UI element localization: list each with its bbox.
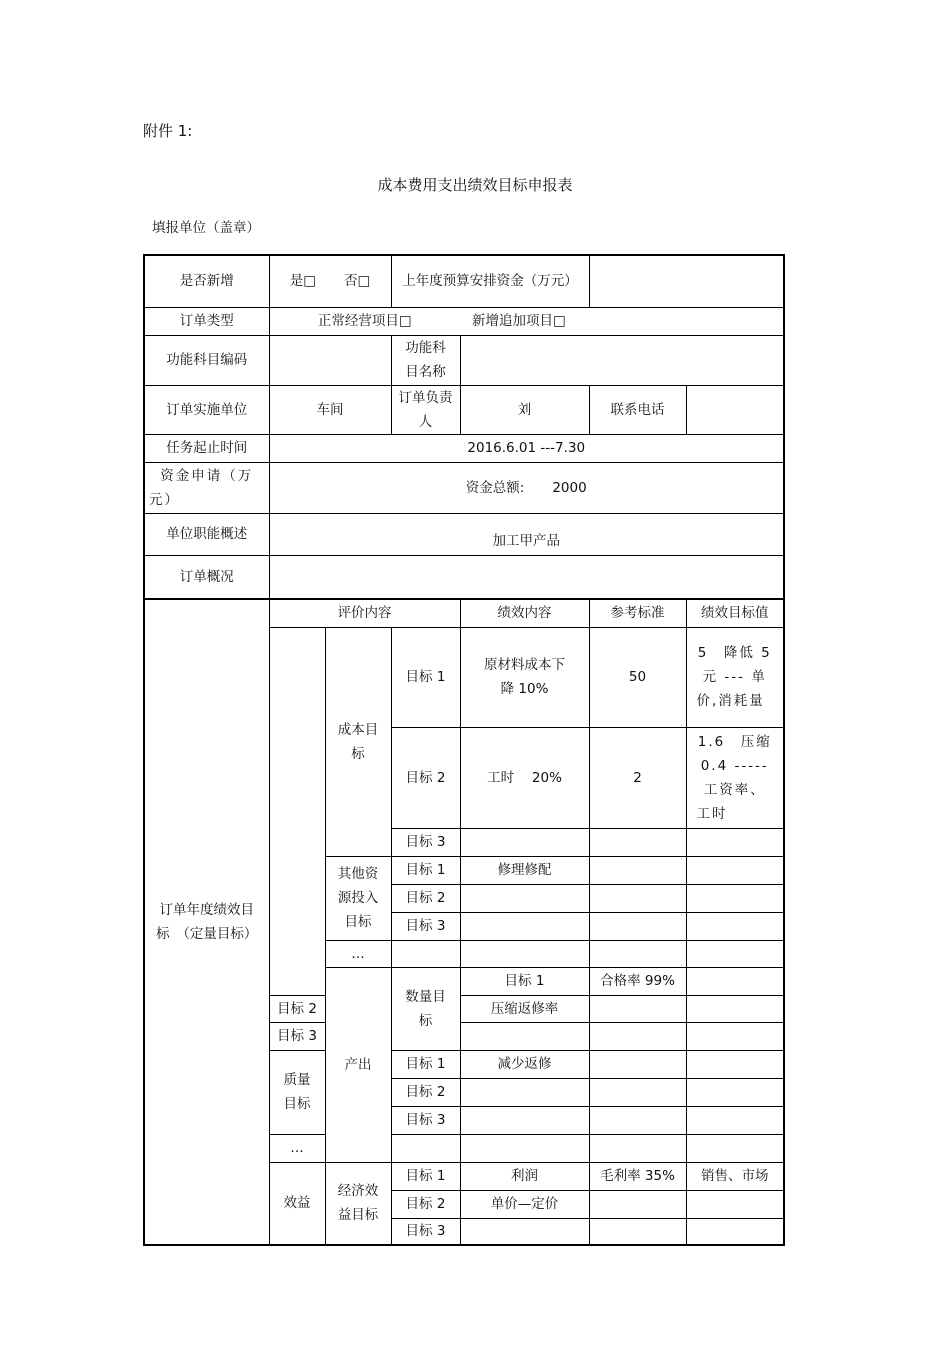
perf-side-label: 订单年度绩效目标 （定量目标） bbox=[144, 599, 269, 1245]
goal-label: 目标 1 bbox=[391, 1162, 460, 1190]
target-cell[interactable] bbox=[686, 1134, 784, 1162]
filling-unit-label: 填报单位（盖章） bbox=[152, 220, 260, 236]
fund-field[interactable] bbox=[269, 462, 784, 513]
target-cell[interactable]: 销售、市场 bbox=[686, 1162, 784, 1190]
owner-label: 订单负责人 bbox=[391, 385, 460, 434]
target-cell[interactable] bbox=[686, 940, 784, 967]
target-cell[interactable] bbox=[686, 1078, 784, 1106]
goal-label: 目标 1 bbox=[391, 627, 460, 727]
target-cell[interactable] bbox=[686, 1190, 784, 1218]
impl-unit-label: 订单实施单位 bbox=[144, 385, 269, 434]
ref-cell[interactable] bbox=[589, 995, 686, 1022]
ref-cell[interactable]: 毛利率 35% bbox=[589, 1162, 686, 1190]
fund-total-value: 2000 bbox=[552, 479, 587, 496]
other-resource-label: 其他资源投入目标 bbox=[325, 856, 391, 940]
is-new-no-checkbox[interactable]: 否□ bbox=[344, 273, 371, 290]
group-benefit-label: 效益 bbox=[269, 1162, 325, 1245]
goal-label: 目标 2 bbox=[391, 1078, 460, 1106]
ref-cell[interactable] bbox=[589, 856, 686, 884]
duty-label: 单位职能概述 bbox=[144, 513, 269, 555]
func-code-label: 功能科目编码 bbox=[144, 335, 269, 385]
ref-cell[interactable] bbox=[589, 1134, 686, 1162]
goal-label bbox=[391, 1134, 460, 1162]
period-label: 任务起止时间 bbox=[144, 434, 269, 462]
goal-label: 目标 2 bbox=[269, 995, 325, 1022]
content-cell[interactable]: 单价—定价 bbox=[460, 1190, 589, 1218]
content-cell[interactable] bbox=[460, 1078, 589, 1106]
content-cell[interactable]: 减少返修 bbox=[460, 1050, 589, 1078]
goal-label: 目标 2 bbox=[391, 884, 460, 912]
content-cell[interactable] bbox=[460, 912, 589, 940]
target-cell[interactable] bbox=[686, 1022, 784, 1050]
goal-label: 目标 3 bbox=[391, 1218, 460, 1245]
ref-cell[interactable] bbox=[589, 828, 686, 856]
fund-total-label: 资金总额: bbox=[465, 479, 525, 496]
group-blank-cell bbox=[269, 627, 325, 995]
goal-label: 目标 1 bbox=[460, 967, 589, 995]
func-name-field[interactable] bbox=[460, 335, 784, 385]
ref-cell[interactable] bbox=[589, 884, 686, 912]
qty-target-label: 数量目标 bbox=[391, 967, 460, 1050]
func-code-field[interactable] bbox=[269, 335, 391, 385]
goal-label bbox=[391, 940, 460, 967]
content-cell[interactable] bbox=[460, 940, 589, 967]
impl-unit-field[interactable]: 车间 bbox=[269, 385, 391, 434]
content-cell[interactable] bbox=[460, 884, 589, 912]
target-cell[interactable] bbox=[686, 1106, 784, 1134]
order-type-regular-checkbox[interactable]: 正常经营项目□ bbox=[269, 307, 460, 335]
ref-cell[interactable] bbox=[589, 940, 686, 967]
ellipsis-cell: … bbox=[269, 1134, 325, 1162]
content-cell[interactable]: 原材料成本下降 10% bbox=[460, 627, 589, 727]
content-cell[interactable]: 合格率 99% bbox=[589, 967, 686, 995]
order-type-label: 订单类型 bbox=[144, 307, 269, 335]
content-cell[interactable]: 修理修配 bbox=[460, 856, 589, 884]
period-field[interactable]: 2016.6.01 ---7.30 bbox=[269, 434, 784, 462]
target-cell[interactable] bbox=[686, 1218, 784, 1245]
col-ref-header: 参考标准 bbox=[589, 599, 686, 627]
group-output-label: 产出 bbox=[325, 967, 391, 1162]
target-cell[interactable] bbox=[686, 828, 784, 856]
content-cell[interactable] bbox=[460, 1134, 589, 1162]
content-cell[interactable] bbox=[460, 1106, 589, 1134]
goal-label: 目标 3 bbox=[391, 1106, 460, 1134]
target-cell[interactable]: 1.6 压缩 0.4 ----- 工资率、工时 bbox=[686, 727, 784, 828]
target-cell[interactable] bbox=[686, 884, 784, 912]
ref-cell[interactable] bbox=[589, 912, 686, 940]
content-cell[interactable]: 工时 20% bbox=[460, 727, 589, 828]
content-cell[interactable] bbox=[460, 828, 589, 856]
duty-field[interactable]: 加工甲产品 bbox=[269, 513, 784, 555]
goal-label: 目标 2 bbox=[391, 1190, 460, 1218]
econ-target-label: 经济效益目标 bbox=[325, 1162, 391, 1245]
attachment-label: 附件 1: bbox=[143, 122, 193, 140]
page-title: 成本费用支出绩效目标申报表 bbox=[377, 176, 573, 194]
application-form-table bbox=[143, 254, 785, 1246]
is-new-label: 是否新增 bbox=[144, 255, 269, 307]
ellipsis-cell: … bbox=[325, 940, 391, 967]
ref-cell[interactable] bbox=[589, 1050, 686, 1078]
col-content-header: 绩效内容 bbox=[460, 599, 589, 627]
goal-label: 目标 3 bbox=[391, 828, 460, 856]
ref-cell[interactable]: 2 bbox=[589, 727, 686, 828]
goal-label: 目标 2 bbox=[391, 727, 460, 828]
summary-field[interactable] bbox=[269, 555, 784, 599]
owner-field[interactable]: 刘 bbox=[460, 385, 589, 434]
ref-cell[interactable] bbox=[589, 1078, 686, 1106]
goal-label: 目标 1 bbox=[391, 856, 460, 884]
cost-target-label: 成本目标 bbox=[325, 627, 391, 856]
target-cell[interactable] bbox=[686, 856, 784, 884]
target-cell[interactable] bbox=[686, 1050, 784, 1078]
ref-cell[interactable] bbox=[686, 967, 784, 995]
prev-budget-field[interactable] bbox=[589, 255, 784, 307]
target-cell[interactable]: 5 降低 5 元 --- 单价,消耗量 bbox=[686, 627, 784, 727]
col-target-header: 绩效目标值 bbox=[686, 599, 784, 627]
goal-label: 目标 3 bbox=[269, 1022, 325, 1050]
prev-budget-label: 上年度预算安排资金（万元） bbox=[391, 255, 589, 307]
quality-target-label: 质量目标 bbox=[269, 1050, 325, 1134]
is-new-options[interactable] bbox=[269, 255, 391, 307]
col-eval-header: 评价内容 bbox=[269, 599, 460, 627]
target-cell[interactable] bbox=[686, 912, 784, 940]
goal-label: 目标 3 bbox=[391, 912, 460, 940]
func-name-label: 功能科目名称 bbox=[391, 335, 460, 385]
ref-cell[interactable] bbox=[589, 1106, 686, 1134]
content-cell[interactable] bbox=[460, 1022, 589, 1050]
ref-cell[interactable] bbox=[589, 1218, 686, 1245]
content-cell[interactable] bbox=[460, 1218, 589, 1245]
content-cell[interactable]: 压缩返修率 bbox=[460, 995, 589, 1022]
is-new-yes-checkbox[interactable]: 是□ bbox=[289, 273, 316, 290]
summary-label: 订单概况 bbox=[144, 555, 269, 599]
goal-label: 目标 1 bbox=[391, 1050, 460, 1078]
ref-cell[interactable] bbox=[589, 1190, 686, 1218]
phone-label: 联系电话 bbox=[589, 385, 686, 434]
phone-field[interactable] bbox=[686, 385, 784, 434]
content-cell[interactable]: 利润 bbox=[460, 1162, 589, 1190]
fund-label: 资金申请（万元） bbox=[144, 462, 269, 513]
order-type-added-checkbox[interactable]: 新增追加项目□ bbox=[460, 307, 784, 335]
ref-cell[interactable] bbox=[589, 1022, 686, 1050]
target-cell[interactable] bbox=[686, 995, 784, 1022]
ref-cell[interactable]: 50 bbox=[589, 627, 686, 727]
